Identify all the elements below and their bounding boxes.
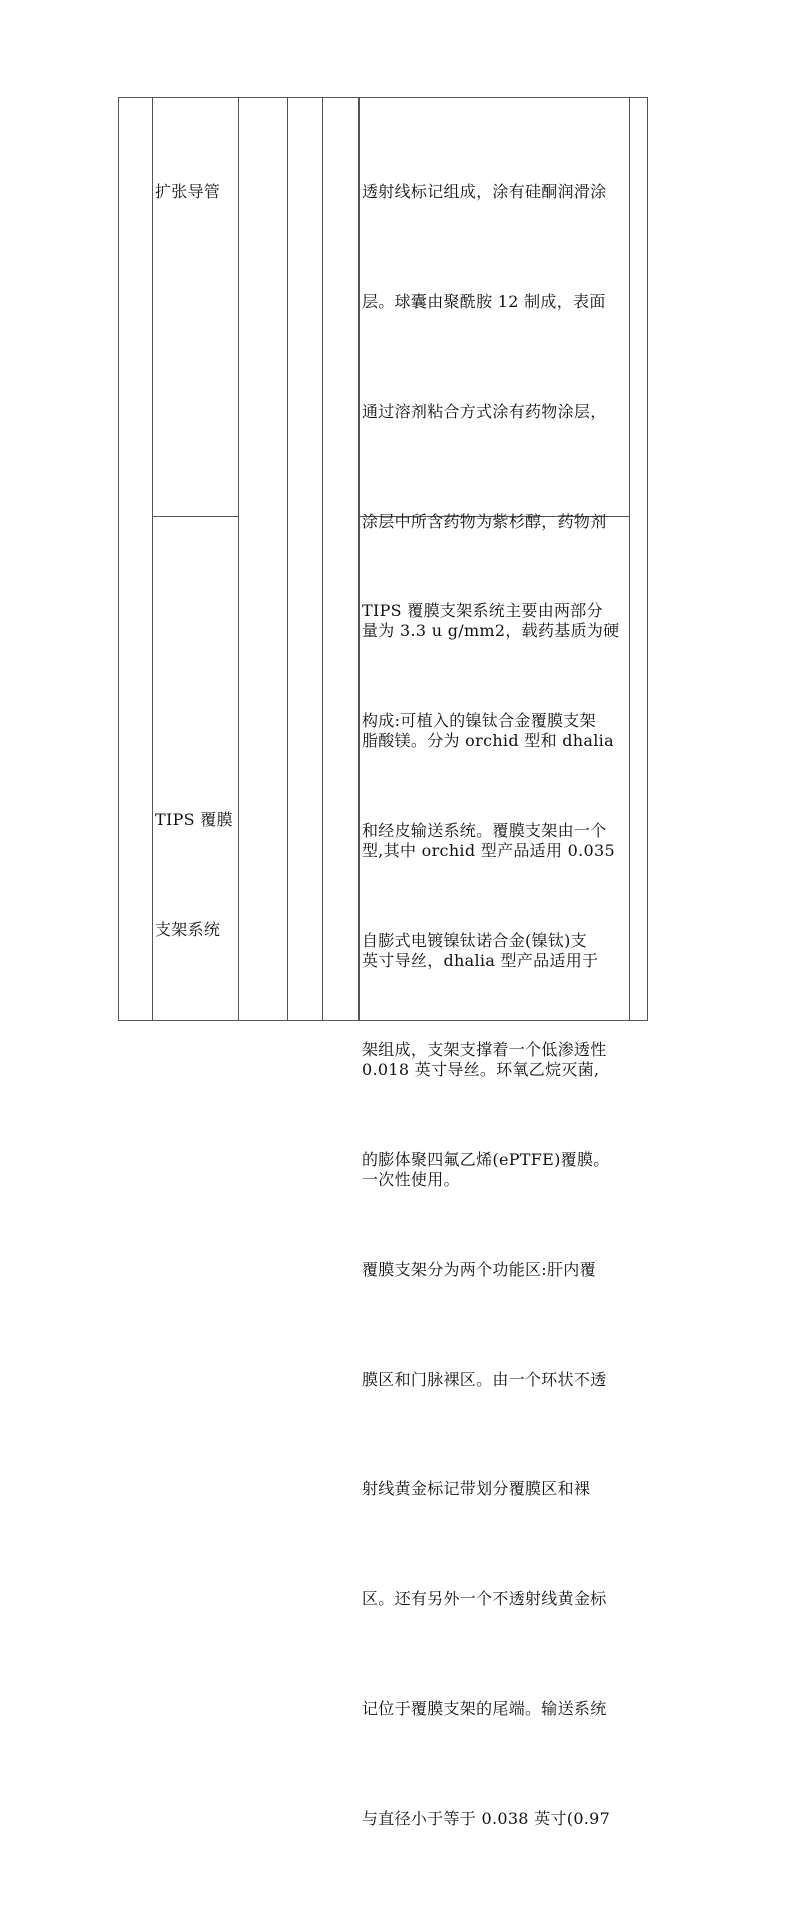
table-left-border [118,97,119,1021]
row-2-name-line: 支架系统 [155,919,221,939]
row-1-description-line: 0.018 英寸导丝。环氧乙烷灭菌, [362,1060,600,1080]
row-1-name-cell [155,101,220,284]
row-1-description-line: 通过溶剂粘合方式涂有药物涂层， [362,401,607,421]
column-divider-3 [287,97,288,1021]
row-1-description-line: 英寸导丝，dhalia 型产品适用于 [362,950,599,970]
row-1-description-line: 透射线标记组成，涂有硅酮润滑涂 [362,182,607,202]
row-1-description-line: 层。球囊由聚酰胺 12 制成，表面 [362,291,606,311]
row-2-name-cell [155,729,233,1022]
row-2-description-line: 架组成，支架支撑着一个低渗透性 [362,1040,607,1060]
row-1-description-line: 涂层中所含药物为紫杉醇，药物剂 [362,511,607,531]
column-divider-2 [238,97,239,1021]
product-table [118,97,648,1828]
row-2-description-line: 与直径小于等于 0.038 英寸(0.97 [362,1808,611,1828]
row-1-description-line: 脂酸镁。分为 orchid 型和 dhalia [362,731,614,751]
row-2-description-line: 的膨体聚四氟乙烯(ePTFE)覆膜。 [362,1150,610,1170]
row-2-description-line: 覆膜支架分为两个功能区:肝内覆 [362,1259,596,1279]
row-2-description-line: 自膨式电镀镍钛诺合金(镍钛)支 [362,930,587,950]
column-divider-4 [322,97,323,1021]
row-divider-name [152,516,239,517]
row-1-description-line: 一次性使用。 [362,1170,460,1190]
row-1-name-line: 扩张导管 [155,182,221,202]
row-2-description-line: 射线黄金标记带划分覆膜区和裸 [362,1479,591,1499]
row-2-description-line: 记位于覆膜支架的尾端。输送系统 [362,1699,607,1718]
table-top-border [118,97,648,98]
row-2-description-line: TIPS 覆膜支架系统主要由两部分 [362,601,603,621]
column-divider-7 [629,97,630,1021]
row-2-description-line: 构成:可植入的镍钛合金覆膜支架 [362,710,596,730]
row-1-description-line: 型,其中 orchid 型产品适用 0.035 [362,840,615,860]
row-2-name-line: TIPS 覆膜 [155,810,233,830]
table-right-border [647,97,648,1021]
row-2-description-line: 和经皮输送系统。覆膜支架由一个 [362,820,607,840]
row-2-description-line: 膜区和门脉裸区。由一个环状不透 [362,1369,607,1389]
row-1-description-line: 量为 3.3 u g/mm2，载药基质为硬 [362,621,620,641]
row-2-description-cell [362,520,610,1911]
column-divider-1 [152,97,153,1021]
row-2-description-line: 区。还有另外一个不透射线黄金标 [362,1589,607,1609]
column-divider-6 [359,97,360,1021]
